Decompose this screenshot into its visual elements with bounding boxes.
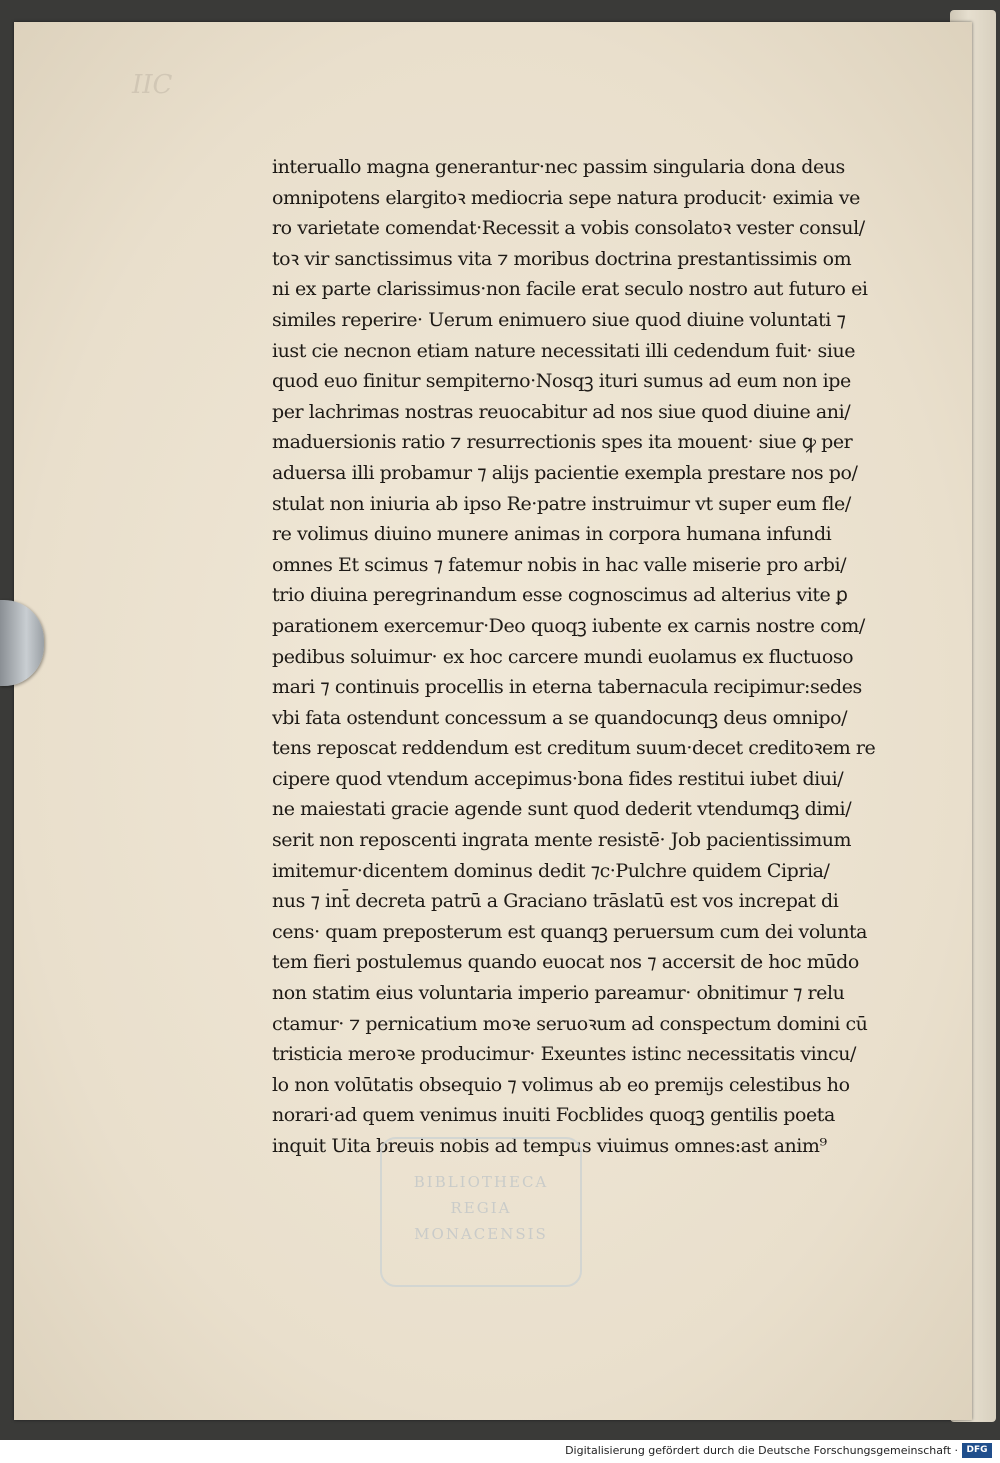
text-line: similes reperire· Uerum enimuero siue quod diuine voluntati ⁊ [272,308,846,331]
footer-bar [0,1440,1000,1463]
stamp-line: BIBLIOTHECA [413,1173,549,1191]
text-line: imitemur·dicentem dominus dedit ⁊c·Pulchre quidem Cipria/ [272,859,830,882]
text-line: parationem exercemur·Deo quoqꝫ iubente ex carnis nostre com/ [272,614,865,637]
text-line: tristicia meroꝛe producimur· Exeuntes istinc necessitatis vincu/ [272,1043,856,1066]
text-line: nus ⁊ int̄ decreta patrū a Graciano trāslatū est vos increpat di [272,890,839,913]
text-line: lo non volūtatis obsequio ⁊ volimus ab eo premijs celestibus ho [272,1073,850,1096]
text-line: ctamur· ⁊ pernicatium moꝛe seruoꝛum ad conspectum domini cū [272,1012,868,1035]
stamp-line: REGIA [450,1199,512,1217]
text-line: interuallo magna generantur·nec passim singularia dona deus [272,156,845,178]
text-line: trio diuina peregrinandum esse cognoscimus ad alterius vite ꝑ [272,584,848,607]
text-line: toꝛ vir sanctissimus vita ⁊ moribus doctrina prestantissimis om [272,247,852,270]
text-line: re volimus diuino munere animas in corpora humana infundi [272,523,832,546]
text-line: tem fieri postulemus quando euocat nos ⁊ accersit de hoc mūdo [272,951,859,974]
library-stamp [380,1137,582,1287]
text-line: maduersionis ratio ⁊ resurrectionis spes ita mouent· siue ꝙ per [272,431,853,454]
text-line: quod euo finitur sempiterno·Nosqꝫ ituri sumus ad eum non ipe [272,370,851,393]
text-column [272,152,882,1162]
text-line: pedibus soluimur· ex hoc carcere mundi euolamus ex fluctuoso [272,645,854,668]
stamp-line: MONACENSIS [414,1225,548,1243]
text-line: cens· quam preposterum est quanqꝫ peruersum cum dei volunta [272,920,868,943]
text-line: aduersa illi probamur ⁊ alijs pacientie exempla prestare nos po/ [272,461,858,484]
text-line: per lachrimas nostras reuocabitur ad nos siue quod diuine ani/ [272,400,851,423]
text-line: ni ex parte clarissimus·non facile erat seculo nostro aut futuro ei [272,278,868,301]
text-line: omnipotens elargitoꝛ mediocria sepe natura producit· eximia ve [272,186,860,209]
text-line: ro varietate comendat·Recessit a vobis consolatoꝛ vester consul/ [272,217,865,240]
dfg-logo: DFG [962,1443,992,1458]
text-line: inquit Uita breuis nobis ad tempus viuimus omnes:ast anim⁹ [272,1135,827,1157]
text-line: vbi fata ostendunt concessum a se quandocunqꝫ deus omnipo/ [272,706,848,729]
margin-note: IIC [132,70,173,100]
text-line: serit non reposcenti ingrata mente resistē̄· Job pacientissimum [272,829,852,852]
text-line: stulat non iniuria ab ipso Re·patre instruimur vt super eum fle/ [272,492,851,515]
text-line: cipere quod vtendum accepimus·bona fides restitui iubet diui/ [272,767,844,790]
text-line: non statim eius voluntaria imperio pareamur· obnitimur ⁊ relu [272,982,845,1005]
text-line: norari·ad quem venimus inuiti Focblides quoqꝫ gentilis poeta [272,1104,835,1127]
text-line: mari ⁊ continuis procellis in eterna tabernacula recipimur:sedes [272,676,862,699]
text-line: tens reposcat reddendum est creditum suum·decet creditoꝛem re [272,737,876,760]
text-line: ne maiestati gracie agende sunt quod dederit vtendumqꝫ dimi/ [272,798,852,821]
funding-credit: Digitalisierung gefördert durch die Deutsche Forschungsgemeinschaft · [565,1444,958,1457]
text-line: iust cie necnon etiam nature necessitati illi cedendum fuit· siue [272,339,856,362]
text-line: omnes Et scimus ⁊ fatemur nobis in hac valle miserie pro arbi/ [272,553,847,576]
